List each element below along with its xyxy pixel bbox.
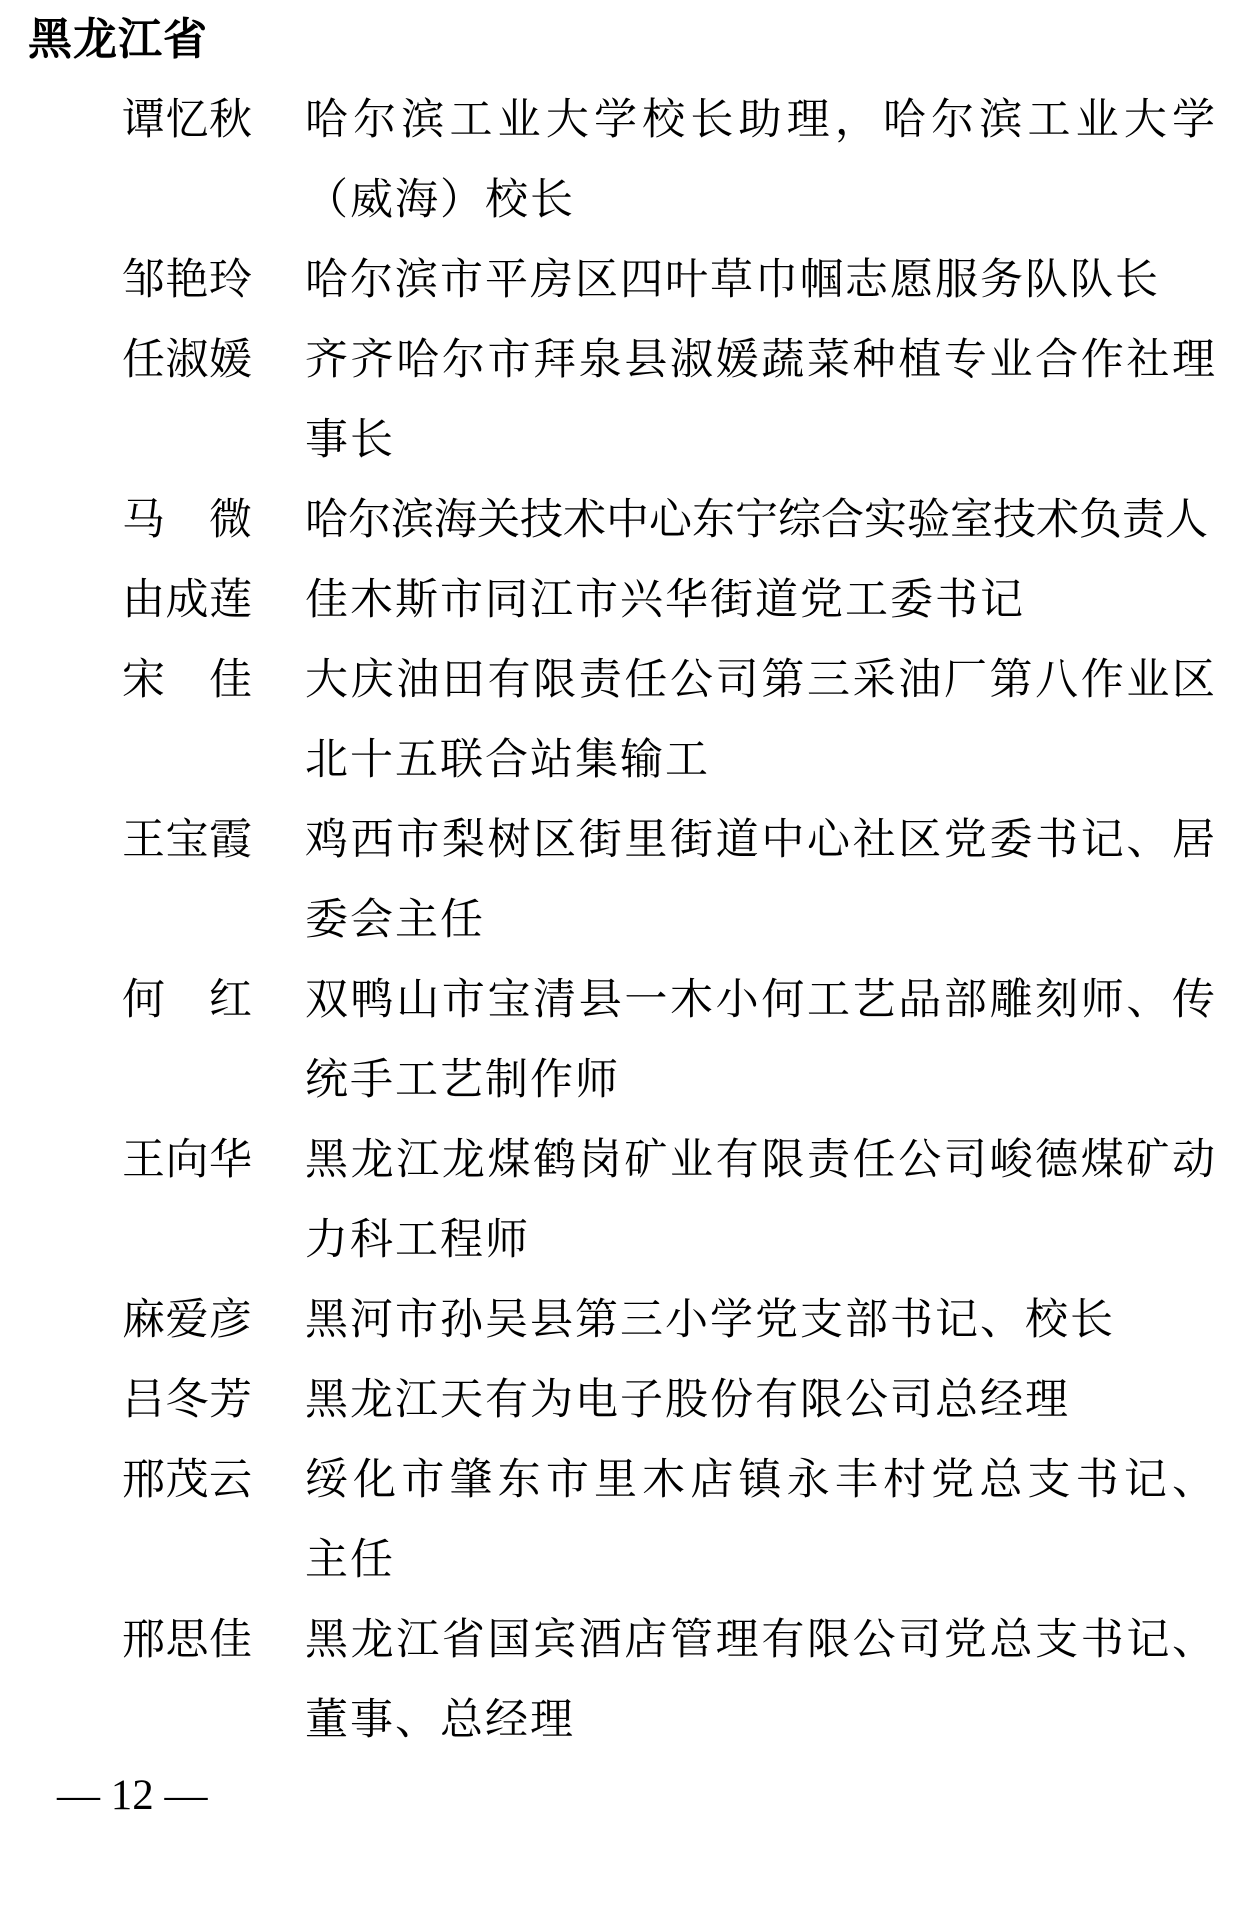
honoree-title-line: 哈尔滨海关技术中心东宁综合实验室技术负责人 (305, 497, 1208, 544)
honoree-title-line: 鸡西市梨树区街里街道中心社区党委书记、居 (305, 817, 1217, 864)
honoree-name: 任淑媛 (122, 337, 252, 384)
page-number: — 12 — (57, 1772, 208, 1819)
honoree-title-line: （威海）校长 (305, 177, 575, 224)
honoree-title-line: 黑龙江省国宾酒店管理有限公司党总支书记、 (305, 1617, 1217, 1664)
honoree-name: 谭忆秋 (122, 97, 252, 144)
list-entry (0, 1441, 1242, 1601)
honoree-name: 马微 (122, 497, 252, 544)
list-entry (0, 241, 1242, 321)
honoree-title-line: 大庆油田有限责任公司第三采油厂第八作业区 (305, 657, 1217, 704)
list-entry (0, 1601, 1242, 1761)
honoree-name: 邢思佳 (122, 1617, 252, 1664)
honoree-name: 王宝霞 (122, 817, 252, 864)
list-entry (0, 1361, 1242, 1441)
honoree-title-line: 主任 (305, 1537, 395, 1584)
honoree-title-line: 黑龙江龙煤鹤岗矿业有限责任公司峻德煤矿动 (305, 1137, 1217, 1184)
list-entry (0, 641, 1242, 801)
honoree-title-line: 董事、总经理 (305, 1697, 575, 1744)
honoree-name: 吕冬芳 (122, 1377, 252, 1424)
list-entry (0, 961, 1242, 1121)
honoree-name: 邢茂云 (122, 1457, 252, 1504)
list-entry (0, 1281, 1242, 1361)
province-header: 黑龙江省 (28, 15, 208, 64)
honoree-title-line: 哈尔滨市平房区四叶草巾帼志愿服务队队长 (305, 257, 1160, 304)
list-entry (0, 561, 1242, 641)
honoree-title-line: 哈尔滨工业大学校长助理，哈尔滨工业大学 (305, 97, 1217, 144)
honoree-title-line: 力科工程师 (305, 1217, 530, 1264)
list-entry (0, 801, 1242, 961)
honoree-title-line: 委会主任 (305, 897, 485, 944)
honoree-title-line: 黑龙江天有为电子股份有限公司总经理 (305, 1377, 1070, 1424)
honoree-title-line: 齐齐哈尔市拜泉县淑媛蔬菜种植专业合作社理 (305, 337, 1217, 384)
honoree-name: 王向华 (122, 1137, 252, 1184)
list-entry (0, 321, 1242, 481)
honoree-name: 邹艳玲 (122, 257, 252, 304)
honoree-title-line: 黑河市孙吴县第三小学党支部书记、校长 (305, 1297, 1115, 1344)
honoree-name: 宋佳 (122, 657, 252, 704)
honoree-name: 何红 (122, 977, 252, 1024)
honoree-title-line: 统手工艺制作师 (305, 1057, 620, 1104)
list-entry (0, 481, 1242, 561)
honoree-title-line: 事长 (305, 417, 395, 464)
list-entry (0, 81, 1242, 241)
list-entry (0, 1121, 1242, 1281)
honoree-title-line: 北十五联合站集输工 (305, 737, 710, 784)
honoree-name: 由成莲 (122, 577, 252, 624)
honoree-list (0, 81, 1242, 1761)
honoree-name: 麻爱彦 (122, 1297, 252, 1344)
honoree-title-line: 绥化市肇东市里木店镇永丰村党总支书记、 (305, 1457, 1217, 1504)
honoree-title-line: 双鸭山市宝清县一木小何工艺品部雕刻师、传 (305, 977, 1217, 1024)
honoree-title-line: 佳木斯市同江市兴华街道党工委书记 (305, 577, 1025, 624)
